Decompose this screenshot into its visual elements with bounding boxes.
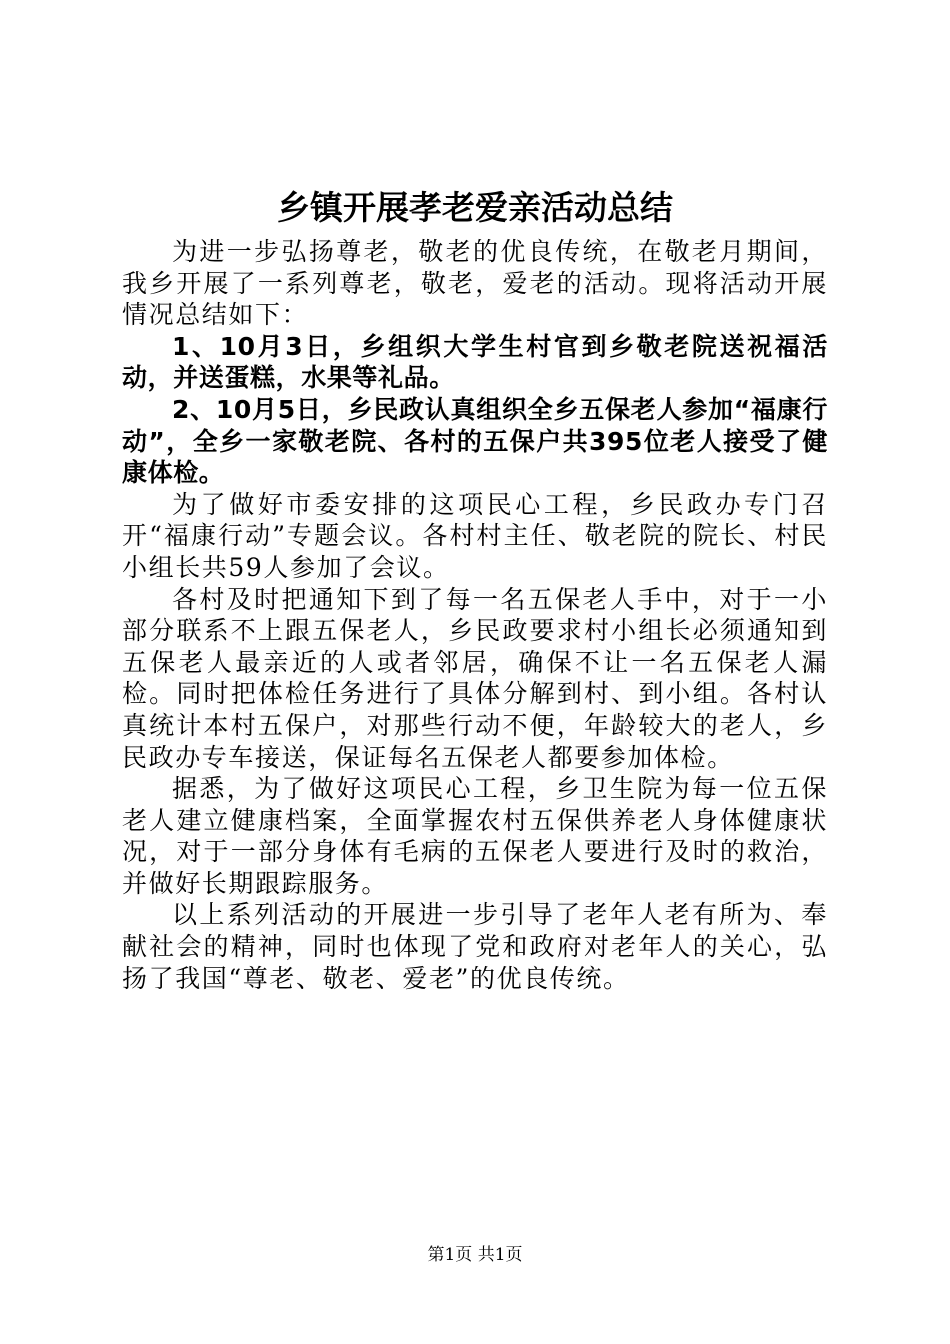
meeting-paragraph: 为了做好市委安排的这项民心工程，乡民政办专门召开“福康行动”专题会议。各村村主任、敬老院的院长、村民小组长共59人参加了会议。 — [122, 489, 828, 582]
page-footer: 第1页 共1页 — [427, 1245, 523, 1265]
item-1-paragraph: 1、10月3日，乡组织大学生村官到乡敬老院送祝福活动，并送蛋糕，水果等礼品。 — [122, 331, 828, 393]
document-title: 乡镇开展孝老爱亲活动总结 — [277, 188, 673, 227]
conclusion-paragraph: 以上系列活动的开展进一步引导了老年人老有所为、奉献社会的精神，同时也体现了党和政府对老年人的关心，弘扬了我国“尊老、敬老、爱老”的优良传统。 — [122, 900, 828, 993]
health-archive-paragraph: 据悉，为了做好这项民心工程，乡卫生院为每一位五保老人建立健康档案，全面掌握农村五保供养老人身体健康状况，对于一部分身体有毛病的五保老人要进行及时的救治，并做好长期跟踪服务。 — [122, 774, 828, 898]
notification-paragraph: 各村及时把通知下到了每一名五保老人手中，对于一小部分联系不上跟五保老人，乡民政要求村小组长必须通知到五保老人最亲近的人或者邻居，确保不让一名五保老人漏检。同时把体检任务进行了具体分解到村、到小组。各村认真统计本村五保户，对那些行动不便，年龄较大的老人，乡民政办专车接送，保证每名五保老人都要参加体检。 — [122, 584, 828, 772]
document-body — [122, 236, 828, 994]
intro-paragraph: 为进一步弘扬尊老，敬老的优良传统，在敬老月期间，我乡开展了一系列尊老，敬老，爱老的活动。现将活动开展情况总结如下： — [122, 237, 828, 330]
item-2-paragraph: 2、10月5日，乡民政认真组织全乡五保老人参加“福康行动”，全乡一家敬老院、各村的五保户共395位老人接受了健康体检。 — [122, 394, 828, 488]
